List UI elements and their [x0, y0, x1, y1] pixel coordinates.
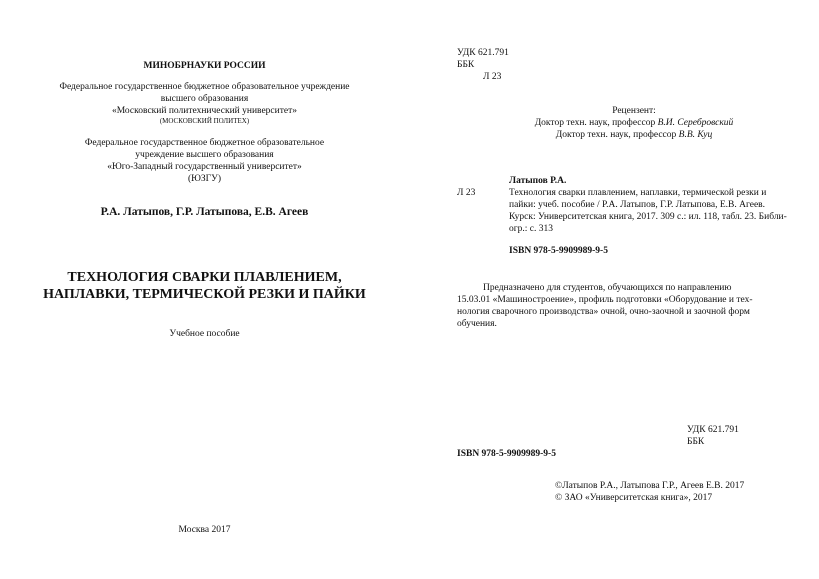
purpose-line-2: 15.03.01 «Машиностроение», профиль подготовки «Оборудование и тех- — [457, 295, 753, 305]
reviewer-1 — [449, 117, 819, 129]
copyright-2: © ЗАО «Университетская книга», 2017 — [555, 493, 713, 503]
org2-line2: учреждение высшего образования — [135, 150, 274, 160]
city-year: Москва 2017 — [178, 525, 231, 535]
isbn-bottom: ISBN 978-5-9909989-9-5 — [457, 449, 556, 459]
org1-line4: (МОСКОВСКИЙ ПОЛИТЕХ) — [159, 117, 250, 125]
ministry-heading: МИНОБРНАУКИ РОССИИ — [143, 61, 266, 71]
copyright-block — [555, 480, 744, 504]
authors: Р.А. Латыпов, Г.Р. Латыпова, Е.В. Агеев — [100, 206, 309, 218]
bib-line-4: огр.: с. 313 — [509, 224, 554, 234]
bbk-top: ББК — [457, 60, 475, 70]
purpose-annotation — [457, 282, 773, 330]
author-heading: Латыпов Р.А. — [509, 176, 567, 186]
org1-line2: высшего образования — [160, 94, 249, 104]
org1-line1: Федеральное государственное бюджетное образовательное учреждение — [59, 82, 350, 92]
reviewer-2 — [449, 129, 819, 141]
copyright-1: ©Латыпов Р.А., Латыпова Г.Р., Агеев Е.В. 2017 — [555, 481, 745, 491]
organization-2 — [0, 137, 409, 185]
title-page — [0, 0, 409, 579]
purpose-line-3: нология сварочного производства» очной, очно-заочной и заочной форм — [457, 307, 750, 317]
title-line-1: ТЕХНОЛОГИЯ СВАРКИ ПЛАВЛЕНИЕМ, — [67, 270, 342, 285]
imprint-page — [409, 0, 819, 579]
purpose-line-1: Предназначено для студентов, обучающихся по направлению — [483, 283, 732, 293]
org1-line3: «Московский политехнический университет» — [111, 106, 298, 116]
bibliographic-record — [509, 187, 787, 235]
bib-line-3: Курск: Университетская книга, 2017. 309 с.: ил. 118, табл. 23. Библи- — [509, 212, 787, 222]
purpose-line-4: обучения. — [457, 319, 497, 329]
reviewer-2-title: Доктор техн. наук, профессор — [555, 130, 679, 140]
l23-side: Л 23 — [457, 188, 476, 198]
bbk-bottom: ББК — [687, 437, 705, 447]
udk-top: УДК 621.791 — [457, 48, 509, 58]
book-title — [0, 269, 409, 303]
reviewer-1-title: Доктор техн. наук, профессор — [534, 118, 658, 128]
org2-line3: «Юго-Западный государственный университет» — [107, 162, 302, 172]
bib-line-2: пайки: учеб. пособие / Р.А. Латыпов, Г.Р. Латыпова, Е.В. Агеев. — [509, 200, 766, 210]
org2-line4: (ЮЗГУ) — [187, 174, 222, 184]
udk-block-top — [457, 47, 509, 83]
org2-line1: Федеральное государственное бюджетное образовательное — [84, 138, 325, 148]
udk-block-bottom — [687, 424, 739, 448]
udk-bottom: УДК 621.791 — [687, 425, 739, 435]
reviewers — [449, 105, 819, 141]
reviewer-2-name: В.В. Куц — [678, 130, 713, 140]
subtitle: Учебное пособие — [169, 329, 240, 339]
isbn-middle: ISBN 978-5-9909989-9-5 — [509, 246, 608, 256]
title-line-2: НАПЛАВКИ, ТЕРМИЧЕСКОЙ РЕЗКИ И ПАЙКИ — [43, 287, 366, 302]
reviewer-label: Рецензент: — [612, 106, 656, 116]
bib-line-1: Технология сварки плавлением, наплавки, термической резки и — [509, 188, 767, 198]
l23-top: Л 23 — [483, 72, 502, 82]
organization-1 — [0, 81, 409, 126]
reviewer-1-name: В.И. Серебровский — [657, 118, 734, 128]
